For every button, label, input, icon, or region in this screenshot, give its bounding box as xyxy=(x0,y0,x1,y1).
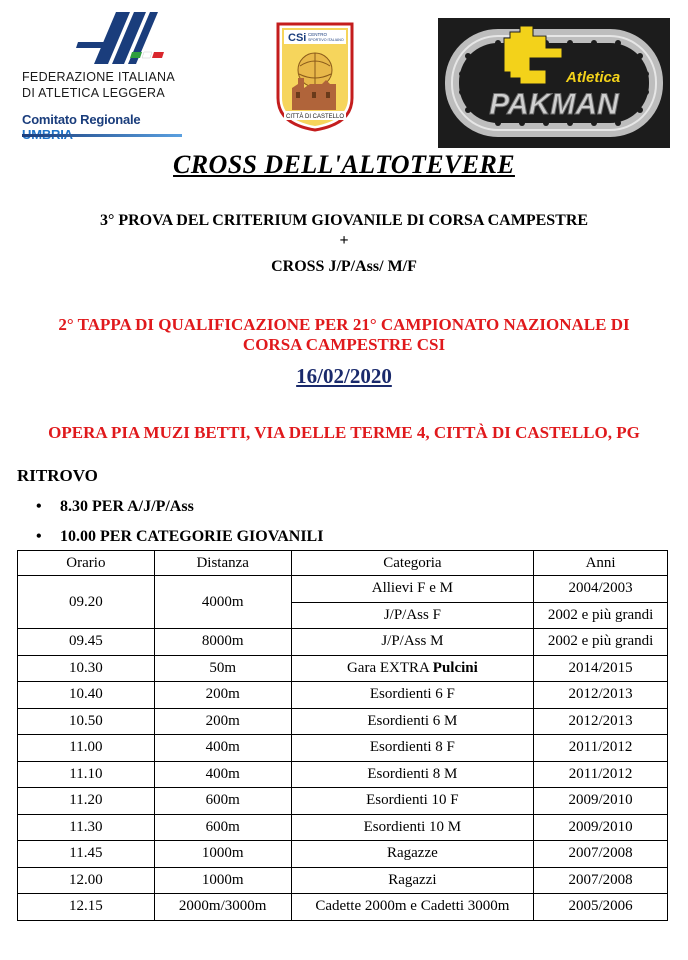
cell-categoria: Esordienti 6 F xyxy=(291,682,534,709)
cell-anni: 2004/2003 xyxy=(534,576,668,603)
table-row xyxy=(18,655,668,682)
qualification-line-1: 2° TAPPA DI QUALIFICAZIONE PER 21° CAMPIONATO NAZIONALE DI xyxy=(58,315,630,334)
event-venue: OPERA PIA MUZI BETTI, VIA DELLE TERME 4, CITTÀ DI CASTELLO, PG xyxy=(48,423,640,442)
ritrovo-heading: RITROVO xyxy=(17,466,98,485)
cell-anni: 2007/2008 xyxy=(534,841,668,868)
cell-distanza: 400m xyxy=(154,761,291,788)
cell-distanza: 400m xyxy=(154,735,291,762)
table-row xyxy=(18,761,668,788)
cell-categoria: Esordienti 10 F xyxy=(291,788,534,815)
cell-anni: 2009/2010 xyxy=(534,788,668,815)
cell-anni: 2011/2012 xyxy=(534,735,668,762)
cell-anni: 2012/2013 xyxy=(534,708,668,735)
svg-text:CSi: CSi xyxy=(288,32,307,44)
cell-distanza: 4000m xyxy=(154,576,291,629)
cell-distanza: 1000m xyxy=(154,841,291,868)
svg-text:PAKMAN: PAKMAN xyxy=(489,88,619,121)
column-header-orario: Orario xyxy=(18,551,155,576)
table-row xyxy=(18,814,668,841)
cell-categoria: Cadette 2000m e Cadetti 3000m xyxy=(291,894,534,921)
cell-distanza: 50m xyxy=(154,655,291,682)
table-row xyxy=(18,629,668,656)
column-header-categoria: Categoria xyxy=(291,551,534,576)
cell-categoria: J/P/Ass F xyxy=(291,602,534,629)
cell-distanza: 8000m xyxy=(154,629,291,656)
cell-anni: 2009/2010 xyxy=(534,814,668,841)
subtitle-line-2: CROSS J/P/Ass/ M/F xyxy=(271,258,417,275)
table-row xyxy=(18,788,668,815)
column-header-anni: Anni xyxy=(534,551,668,576)
ritrovo-item: • 8.30 PER A/J/P/Ass xyxy=(36,498,194,515)
cell-distanza: 1000m xyxy=(154,867,291,894)
cell-orario: 11.30 xyxy=(18,814,155,841)
event-title: CROSS DELL'ALTOTEVERE xyxy=(173,150,515,179)
cell-orario: 10.50 xyxy=(18,708,155,735)
cell-categoria: Esordienti 8 M xyxy=(291,761,534,788)
subtitle-line-1: 3° PROVA DEL CRITERIUM GIOVANILE DI CORSA CAMPESTRE xyxy=(99,212,589,229)
event-date: 16/02/2020 xyxy=(296,364,392,388)
atletica-pakman-logo xyxy=(438,18,670,148)
cell-distanza: 600m xyxy=(154,788,291,815)
cell-anni: 2002 e più grandi xyxy=(534,602,668,629)
csi-citta-di-castello-logo xyxy=(274,22,356,132)
table-row xyxy=(18,867,668,894)
cell-orario: 11.20 xyxy=(18,788,155,815)
cell-orario: 10.30 xyxy=(18,655,155,682)
schedule-table xyxy=(17,550,668,921)
pakman-logo-icon xyxy=(438,18,670,148)
table-row xyxy=(18,894,668,921)
cell-categoria: J/P/Ass M xyxy=(291,629,534,656)
cell-orario: 09.45 xyxy=(18,629,155,656)
svg-text:CENTRO: CENTRO xyxy=(308,32,327,37)
table-header-row xyxy=(18,551,668,576)
cell-orario: 11.45 xyxy=(18,841,155,868)
cell-categoria: Allievi F e M xyxy=(291,576,534,603)
cell-anni: 2005/2006 xyxy=(534,894,668,921)
table-row xyxy=(18,682,668,709)
cell-categoria: Ragazze xyxy=(291,841,534,868)
cell-distanza: 200m xyxy=(154,708,291,735)
table-row xyxy=(18,708,668,735)
svg-text:CITTÀ DI CASTELLO: CITTÀ DI CASTELLO xyxy=(285,114,345,120)
cell-categoria: Esordienti 10 M xyxy=(291,814,534,841)
fidal-committee: Comitato Regionale xyxy=(22,112,141,127)
svg-text:Atletica: Atletica xyxy=(566,69,621,86)
cell-anni: 2011/2012 xyxy=(534,761,668,788)
cell-categoria: Gara EXTRA Pulcini xyxy=(291,655,534,682)
table-row xyxy=(18,735,668,762)
svg-text:SPORTIVO ITALIANO: SPORTIVO ITALIANO xyxy=(308,38,344,42)
fidal-logo xyxy=(18,8,188,148)
fidal-underline xyxy=(22,134,182,137)
csi-shield-icon xyxy=(274,22,356,132)
fidal-line-1: FEDERAZIONE ITALIANA xyxy=(22,70,176,84)
table-row xyxy=(18,576,668,603)
fidal-line-2: DI ATLETICA LEGGERA xyxy=(22,86,166,100)
column-header-distanza: Distanza xyxy=(154,551,291,576)
cell-orario: 09.20 xyxy=(18,576,155,629)
qualification-line-2: CORSA CAMPESTRE CSI xyxy=(242,335,446,354)
cell-anni: 2002 e più grandi xyxy=(534,629,668,656)
cell-orario: 10.40 xyxy=(18,682,155,709)
cell-categoria: Esordienti 6 M xyxy=(291,708,534,735)
table-row xyxy=(18,841,668,868)
cell-anni: 2007/2008 xyxy=(534,867,668,894)
cell-distanza: 600m xyxy=(154,814,291,841)
cell-categoria: Esordienti 8 F xyxy=(291,735,534,762)
cell-anni: 2012/2013 xyxy=(534,682,668,709)
cell-orario: 12.15 xyxy=(18,894,155,921)
cell-anni: 2014/2015 xyxy=(534,655,668,682)
ritrovo-item: • 10.00 PER CATEGORIE GIOVANILI xyxy=(36,528,324,545)
subtitle-plus: + xyxy=(339,232,349,249)
cell-categoria: Ragazzi xyxy=(291,867,534,894)
cell-distanza: 2000m/3000m xyxy=(154,894,291,921)
cell-orario: 11.00 xyxy=(18,735,155,762)
fidal-runner-mark-icon xyxy=(68,8,168,68)
cell-orario: 11.10 xyxy=(18,761,155,788)
cell-distanza: 200m xyxy=(154,682,291,709)
cell-orario: 12.00 xyxy=(18,867,155,894)
